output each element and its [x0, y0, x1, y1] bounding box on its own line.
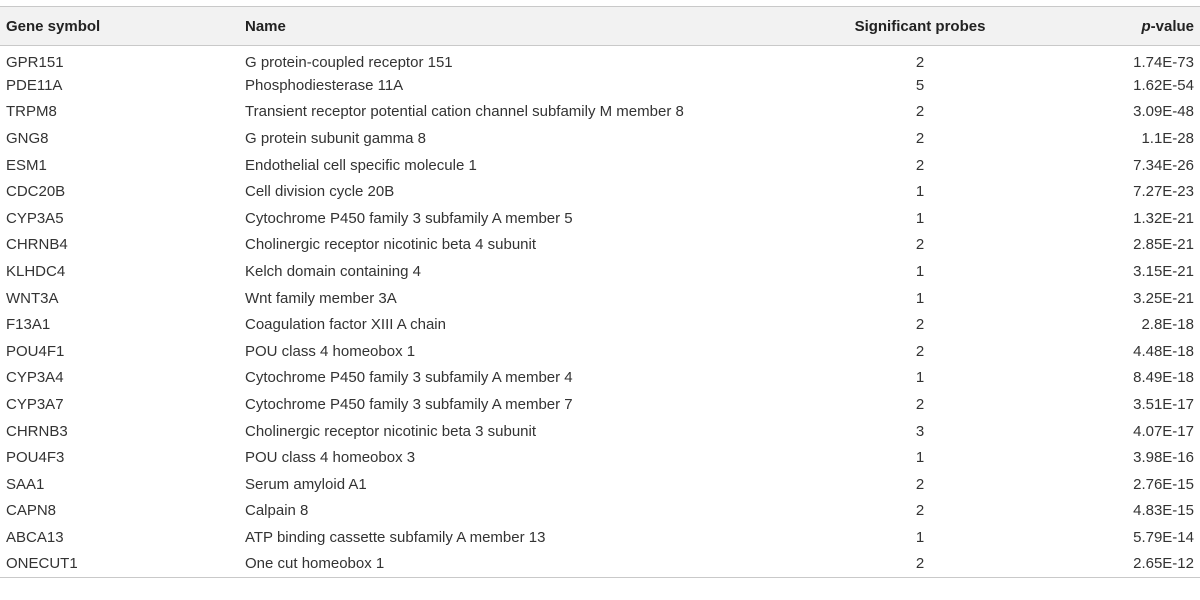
cell-significant-probes: 1: [915, 209, 925, 227]
header-p-value-suffix: -value: [1150, 17, 1194, 35]
gene-table: [0, 6, 1200, 578]
cell-significant-probes: 3: [915, 422, 925, 440]
cell-gene-symbol: CYP3A7: [6, 396, 64, 414]
cell-significant-probes: 2: [915, 342, 925, 360]
table-row: [0, 178, 1200, 205]
cell-gene-symbol: GNG8: [6, 130, 49, 148]
cell-gene-symbol: CHRNB4: [6, 236, 68, 254]
cell-significant-probes: 1: [915, 528, 925, 546]
cell-gene-symbol: GPR151: [6, 53, 64, 71]
cell-p-value: 2.65E-12: [1040, 551, 1200, 578]
cell-name: One cut homeobox 1: [245, 551, 800, 578]
cell-name: Cytochrome P450 family 3 subfamily A member 5: [245, 209, 573, 227]
table-row: [0, 205, 1200, 232]
cell-significant-probes: 2: [915, 396, 925, 414]
cell-gene-symbol: ONECUT1: [0, 551, 245, 578]
cell-name: G protein-coupled receptor 151: [245, 53, 453, 71]
cell-significant-probes: 2: [915, 316, 925, 334]
table-row: [0, 365, 1200, 392]
cell-name: Serum amyloid A1: [245, 475, 367, 493]
cell-p-value: 7.27E-23: [1133, 183, 1194, 201]
header-name: Name: [245, 7, 800, 46]
cell-p-value: 5.79E-14: [1133, 528, 1194, 546]
cell-p-value: 1.62E-54: [1133, 76, 1194, 94]
cell-gene-symbol: ABCA13: [6, 528, 64, 546]
cell-p-value: 3.51E-17: [1133, 396, 1194, 414]
cell-gene-symbol: KLHDC4: [6, 263, 66, 281]
table-row: [0, 471, 1200, 498]
cell-significant-probes: 2: [915, 156, 925, 174]
cell-gene-symbol: CDC20B: [6, 183, 66, 201]
cell-p-value: 2.8E-18: [1141, 316, 1194, 334]
cell-gene-symbol: CYP3A5: [6, 209, 64, 227]
cell-p-value: 2.76E-15: [1133, 475, 1194, 493]
cell-significant-probes: 2: [915, 236, 925, 254]
cell-gene-symbol: F13A1: [6, 316, 51, 334]
cell-p-value: 1.74E-73: [1133, 53, 1194, 71]
cell-p-value: 1.32E-21: [1133, 209, 1194, 227]
table-row: [0, 125, 1200, 152]
cell-name: Coagulation factor XIII A chain: [245, 316, 446, 334]
cell-name: G protein subunit gamma 8: [245, 130, 426, 148]
cell-significant-probes: 1: [915, 369, 925, 387]
cell-p-value: 3.15E-21: [1133, 263, 1194, 281]
cell-significant-probes: 2: [800, 551, 1040, 578]
cell-significant-probes: 2: [915, 130, 925, 148]
cell-name: ATP binding cassette subfamily A member 13: [245, 528, 546, 546]
table-row: [0, 444, 1200, 471]
cell-name: POU class 4 homeobox 1: [245, 342, 416, 360]
table-row: [0, 338, 1200, 365]
cell-gene-symbol: SAA1: [6, 475, 45, 493]
cell-p-value: 7.34E-26: [1133, 156, 1194, 174]
cell-significant-probes: 2: [915, 53, 925, 71]
cell-p-value: 4.48E-18: [1133, 342, 1194, 360]
cell-p-value: 3.25E-21: [1133, 289, 1194, 307]
cell-name: Endothelial cell specific molecule 1: [245, 156, 477, 174]
table-row: [0, 311, 1200, 338]
table-row: [0, 418, 1200, 445]
cell-name: Cell division cycle 20B: [245, 183, 395, 201]
table-row: [0, 524, 1200, 551]
header-p-value-p: p: [1141, 17, 1151, 35]
cell-gene-symbol: CAPN8: [6, 502, 57, 520]
cell-gene-symbol: PDE11A: [6, 76, 63, 94]
cell-gene-symbol: CYP3A4: [6, 369, 64, 387]
cell-significant-probes: 2: [915, 103, 925, 121]
cell-gene-symbol: WNT3A: [6, 289, 59, 307]
cell-gene-symbol: ESM1: [6, 156, 47, 174]
table-row: [0, 498, 1200, 525]
table-row: [0, 232, 1200, 259]
cell-significant-probes: 5: [915, 76, 925, 94]
cell-significant-probes: 2: [915, 475, 925, 493]
cell-gene-symbol: POU4F3: [6, 449, 65, 467]
cell-gene-symbol: CHRNB3: [6, 422, 68, 440]
cell-name: Cholinergic receptor nicotinic beta 4 subunit: [245, 236, 536, 254]
cell-significant-probes: 1: [915, 263, 925, 281]
cell-name: Calpain 8: [245, 502, 309, 520]
cell-significant-probes: 1: [915, 183, 925, 201]
cell-p-value: 3.09E-48: [1133, 103, 1194, 121]
cell-p-value: 1.1E-28: [1141, 130, 1194, 148]
table-header: [0, 7, 1200, 46]
cell-p-value: 4.07E-17: [1133, 422, 1194, 440]
cell-p-value: 8.49E-18: [1133, 369, 1194, 387]
cell-name: Cytochrome P450 family 3 subfamily A member 4: [245, 369, 573, 387]
table-body: [0, 46, 1200, 578]
cell-significant-probes: 1: [915, 449, 925, 467]
header-significant-probes: Significant probes: [800, 7, 1040, 46]
table-row: [0, 258, 1200, 285]
table-row: [0, 152, 1200, 179]
cell-name: Transient receptor potential cation channel subfamily M member 8: [245, 103, 684, 121]
cell-significant-probes: 2: [915, 502, 925, 520]
cell-name: Phosphodiesterase 11A: [245, 76, 404, 94]
cell-name: Cytochrome P450 family 3 subfamily A member 7: [245, 396, 573, 414]
cell-significant-probes: 1: [915, 289, 925, 307]
table-row: [0, 391, 1200, 418]
table-row: [0, 551, 1200, 578]
header-gene-symbol: Gene symbol: [0, 7, 245, 46]
cell-name: POU class 4 homeobox 3: [245, 449, 416, 467]
cell-gene-symbol: POU4F1: [6, 342, 65, 360]
cell-gene-symbol: TRPM8: [6, 103, 57, 121]
table-row: [0, 99, 1200, 126]
cell-name: Kelch domain containing 4: [245, 263, 421, 281]
table-row: [0, 72, 1200, 99]
cell-name: Cholinergic receptor nicotinic beta 3 subunit: [245, 422, 536, 440]
header-p-value: [1040, 7, 1200, 46]
cell-p-value: 2.85E-21: [1133, 236, 1194, 254]
header-row: [0, 7, 1200, 46]
cell-p-value: 4.83E-15: [1133, 502, 1194, 520]
table-row: [0, 285, 1200, 312]
cell-p-value: 3.98E-16: [1133, 449, 1194, 467]
table-row: [0, 46, 1200, 73]
cell-name: Wnt family member 3A: [245, 289, 397, 307]
